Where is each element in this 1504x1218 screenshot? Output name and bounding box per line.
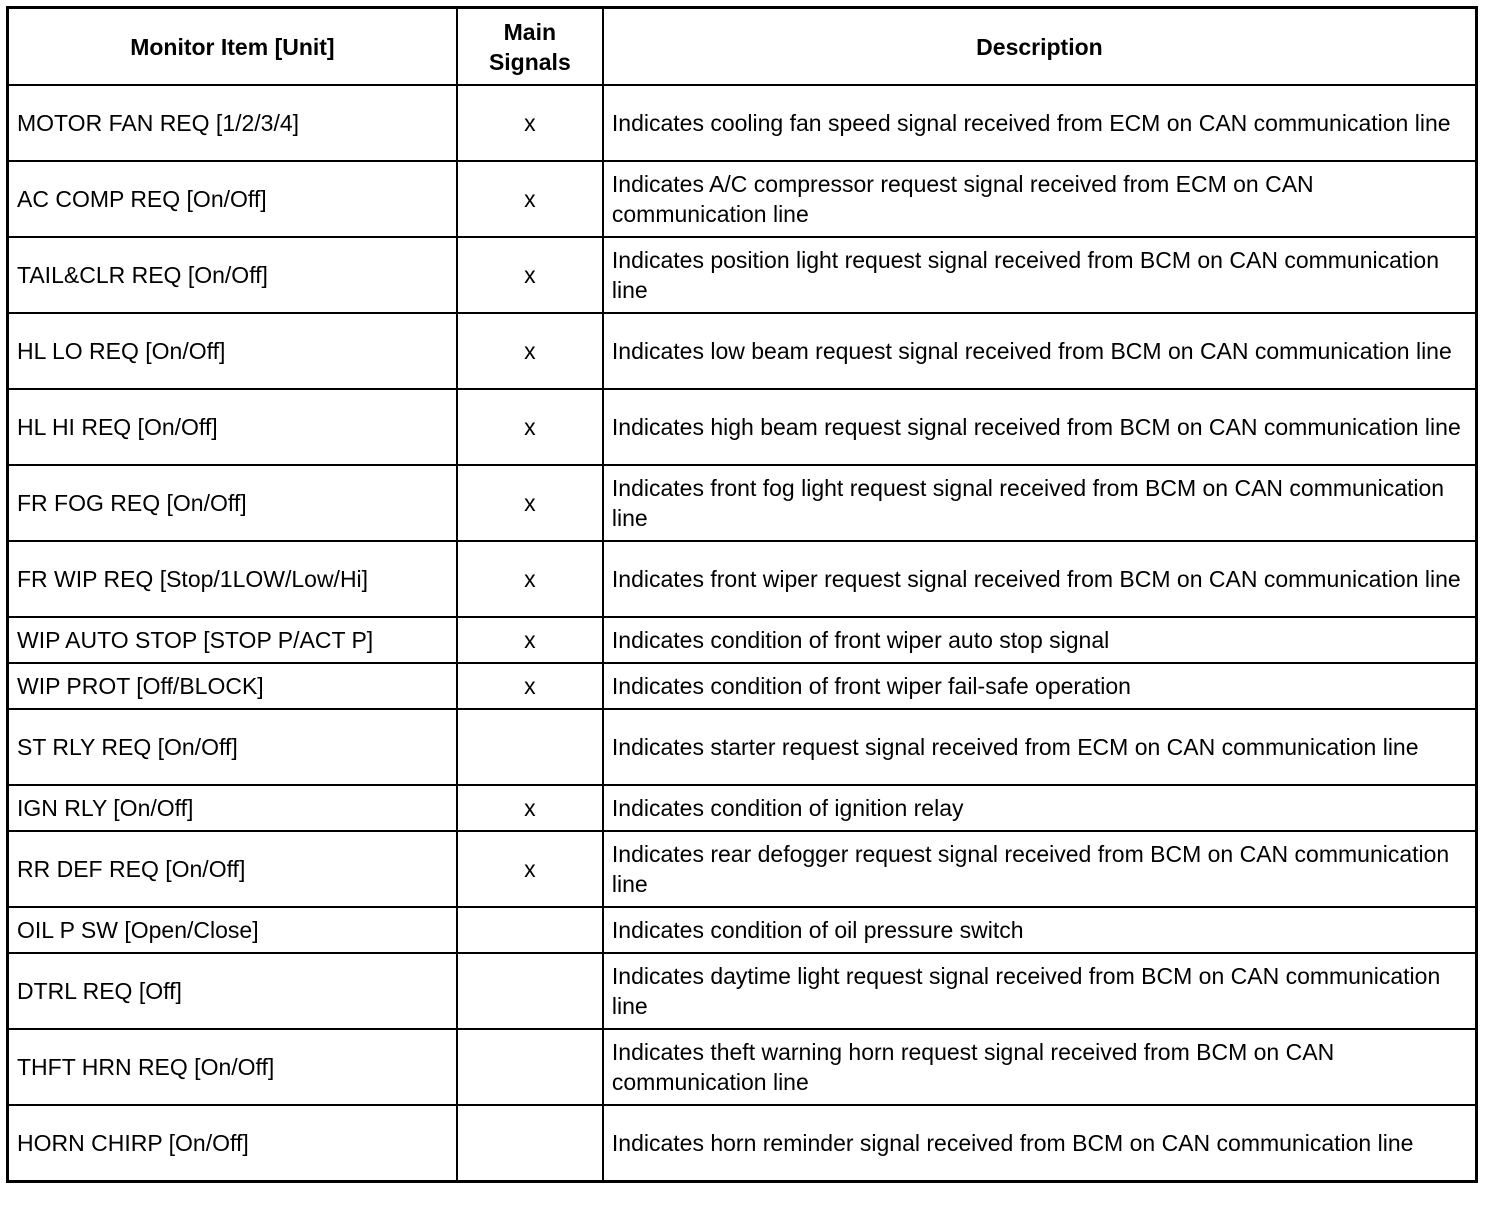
table-row bbox=[8, 617, 1477, 663]
header-description: Description bbox=[603, 8, 1477, 86]
monitor-item-cell: MOTOR FAN REQ [1/2/3/4] bbox=[8, 85, 457, 161]
description-cell: Indicates condition of front wiper auto stop signal bbox=[603, 617, 1477, 663]
description-cell: Indicates theft warning horn request signal received from BCM on CAN communication line bbox=[603, 1029, 1477, 1105]
table-row bbox=[8, 237, 1477, 313]
monitor-item-cell: FR WIP REQ [Stop/1LOW/Low/Hi] bbox=[8, 541, 457, 617]
table-row bbox=[8, 1105, 1477, 1182]
main-signal-cell bbox=[457, 709, 603, 785]
monitor-item-cell: OIL P SW [Open/Close] bbox=[8, 907, 457, 953]
header-monitor-item: Monitor Item [Unit] bbox=[8, 8, 457, 86]
monitor-item-cell: DTRL REQ [Off] bbox=[8, 953, 457, 1029]
description-cell: Indicates low beam request signal received from BCM on CAN communication line bbox=[603, 313, 1477, 389]
monitor-item-cell: HL LO REQ [On/Off] bbox=[8, 313, 457, 389]
table-row bbox=[8, 831, 1477, 907]
main-signal-cell bbox=[457, 953, 603, 1029]
description-cell: Indicates A/C compressor request signal received from ECM on CAN communication line bbox=[603, 161, 1477, 237]
description-cell: Indicates condition of ignition relay bbox=[603, 785, 1477, 831]
main-signal-cell: x bbox=[457, 785, 603, 831]
main-signal-cell: x bbox=[457, 161, 603, 237]
main-signal-cell: x bbox=[457, 237, 603, 313]
table-header-row bbox=[8, 8, 1477, 86]
description-cell: Indicates condition of oil pressure switch bbox=[603, 907, 1477, 953]
main-signal-cell: x bbox=[457, 85, 603, 161]
description-cell: Indicates cooling fan speed signal received from ECM on CAN communication line bbox=[603, 85, 1477, 161]
description-cell: Indicates high beam request signal received from BCM on CAN communication line bbox=[603, 389, 1477, 465]
table-row bbox=[8, 465, 1477, 541]
main-signal-cell: x bbox=[457, 663, 603, 709]
main-signal-cell: x bbox=[457, 617, 603, 663]
table-row bbox=[8, 313, 1477, 389]
table-row bbox=[8, 389, 1477, 465]
monitor-item-cell: TAIL&CLR REQ [On/Off] bbox=[8, 237, 457, 313]
monitor-item-cell: AC COMP REQ [On/Off] bbox=[8, 161, 457, 237]
table-row bbox=[8, 907, 1477, 953]
header-main-signals bbox=[457, 8, 603, 86]
main-signal-cell: x bbox=[457, 831, 603, 907]
header-main-signals-line2: Signals bbox=[488, 48, 571, 75]
table-row bbox=[8, 161, 1477, 237]
description-cell: Indicates rear defogger request signal received from BCM on CAN communication line bbox=[603, 831, 1477, 907]
main-signal-cell bbox=[457, 1105, 603, 1182]
monitor-item-table bbox=[6, 6, 1478, 1183]
table-row bbox=[8, 663, 1477, 709]
monitor-item-cell: IGN RLY [On/Off] bbox=[8, 785, 457, 831]
table-row bbox=[8, 953, 1477, 1029]
main-signal-cell: x bbox=[457, 541, 603, 617]
description-cell: Indicates condition of front wiper fail-safe operation bbox=[603, 663, 1477, 709]
description-cell: Indicates horn reminder signal received from BCM on CAN communication line bbox=[603, 1105, 1477, 1182]
main-signal-cell: x bbox=[457, 313, 603, 389]
main-signal-cell: x bbox=[457, 465, 603, 541]
monitor-item-cell: WIP AUTO STOP [STOP P/ACT P] bbox=[8, 617, 457, 663]
table-row bbox=[8, 785, 1477, 831]
description-cell: Indicates position light request signal received from BCM on CAN communication line bbox=[603, 237, 1477, 313]
description-cell: Indicates starter request signal received from ECM on CAN communication line bbox=[603, 709, 1477, 785]
main-signal-cell: x bbox=[457, 389, 603, 465]
main-signal-cell bbox=[457, 1029, 603, 1105]
monitor-item-cell: HORN CHIRP [On/Off] bbox=[8, 1105, 457, 1182]
table-row bbox=[8, 541, 1477, 617]
table-row bbox=[8, 85, 1477, 161]
monitor-item-cell: THFT HRN REQ [On/Off] bbox=[8, 1029, 457, 1105]
description-cell: Indicates daytime light request signal received from BCM on CAN communication line bbox=[603, 953, 1477, 1029]
table-row bbox=[8, 1029, 1477, 1105]
table-row bbox=[8, 709, 1477, 785]
description-cell: Indicates front wiper request signal received from BCM on CAN communication line bbox=[603, 541, 1477, 617]
monitor-item-cell: ST RLY REQ [On/Off] bbox=[8, 709, 457, 785]
monitor-item-cell: HL HI REQ [On/Off] bbox=[8, 389, 457, 465]
header-main-signals-line1: Main bbox=[503, 18, 557, 45]
description-cell: Indicates front fog light request signal received from BCM on CAN communication line bbox=[603, 465, 1477, 541]
monitor-item-cell: RR DEF REQ [On/Off] bbox=[8, 831, 457, 907]
monitor-item-cell: FR FOG REQ [On/Off] bbox=[8, 465, 457, 541]
main-signal-cell bbox=[457, 907, 603, 953]
monitor-item-cell: WIP PROT [Off/BLOCK] bbox=[8, 663, 457, 709]
